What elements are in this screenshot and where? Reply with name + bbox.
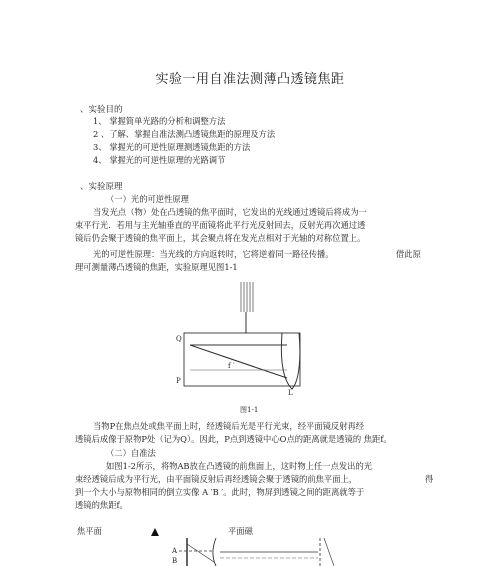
paragraph-line: 镜后仍会聚于透镜的焦平面上，其会聚点将在发光点相对于光轴的对称位置上。 <box>75 233 366 243</box>
fig2-label-a: A <box>172 547 178 555</box>
paragraph-line: 当物P在焦点处或焦平面上时，经透镜后光是平行光束，经平面镜反射再经 <box>93 421 365 431</box>
ray-line <box>324 538 334 566</box>
page-title: 实验一用自准法测薄凸透镜焦距 <box>155 72 345 87</box>
fig2-label-mirror: 平面磁 <box>228 526 253 536</box>
paragraph-line: 光的可逆性原理：当光线的方向返转时，它将逆着同一路径传播。 <box>93 249 334 259</box>
list-item: 1、 掌握简单光路的分析和调整方法 <box>93 116 226 126</box>
list-item: 2 、了解、掌握自准法测凸透镜焦距的原理及方法 <box>93 129 276 139</box>
paragraph-line: 透镜后成像于原物P处（记为Q）。因此，P点到透镜中心O点的距离就是透镜的 焦距f。 <box>75 434 392 444</box>
figure-caption: 图1-1 <box>240 406 259 414</box>
section-heading-purpose: 、实验目的 <box>80 105 123 115</box>
paragraph-line: 借此原 <box>396 249 421 259</box>
fig2-label-b: B <box>172 557 178 565</box>
paragraph-line: 得 <box>425 474 434 484</box>
fig-label-p: P <box>176 377 181 385</box>
section-heading-principle: 、实验原理 <box>80 182 123 192</box>
fig-label-f: f ′ <box>228 362 235 370</box>
subsection-heading: （二）自准法 <box>106 448 156 458</box>
paragraph-line: 束平行光．若用与主光轴垂直的平面镜将此平行光反射回去，反射光再次通过透 <box>75 220 366 230</box>
paragraph-line: 理可测量薄凸透镜的焦距，实验原理见图1-1 <box>75 262 238 272</box>
paragraph-line: 当发光点（物）处在凸透镜的焦平面时，它发出的光线通过透镜后将成为一 <box>93 207 367 217</box>
arrow-up-icon <box>151 528 159 536</box>
paragraph-line: 到一个大小与原物相同的倒立实像 A ′B ′。此时，物屏到透镜之间的距离就等于 <box>75 487 365 497</box>
fig-label-l: L <box>288 389 293 397</box>
paragraph-line: 透镜的焦距f。 <box>75 500 128 510</box>
paragraph-line: 如图1-2所示，将物AB放在凸透镜的前焦面上，这时物上任一点发出的光 <box>106 461 373 471</box>
list-item: 3、 掌握光的可逆性原理测透镜焦距的方法 <box>93 142 251 152</box>
fig-label-q: Q <box>176 335 182 343</box>
ray-line <box>187 544 214 562</box>
fig2-label-focal-plane: 焦平面 <box>77 526 102 536</box>
subsection-heading: （一）光的可逆性原理 <box>106 194 189 204</box>
paragraph-line: 束经透镜后成为平行光，由平面镜反射后再经透镜会聚于透镜的前焦平面上， <box>75 474 358 484</box>
list-item: 4、 掌握光的可逆性原理的光路调节 <box>93 155 226 165</box>
